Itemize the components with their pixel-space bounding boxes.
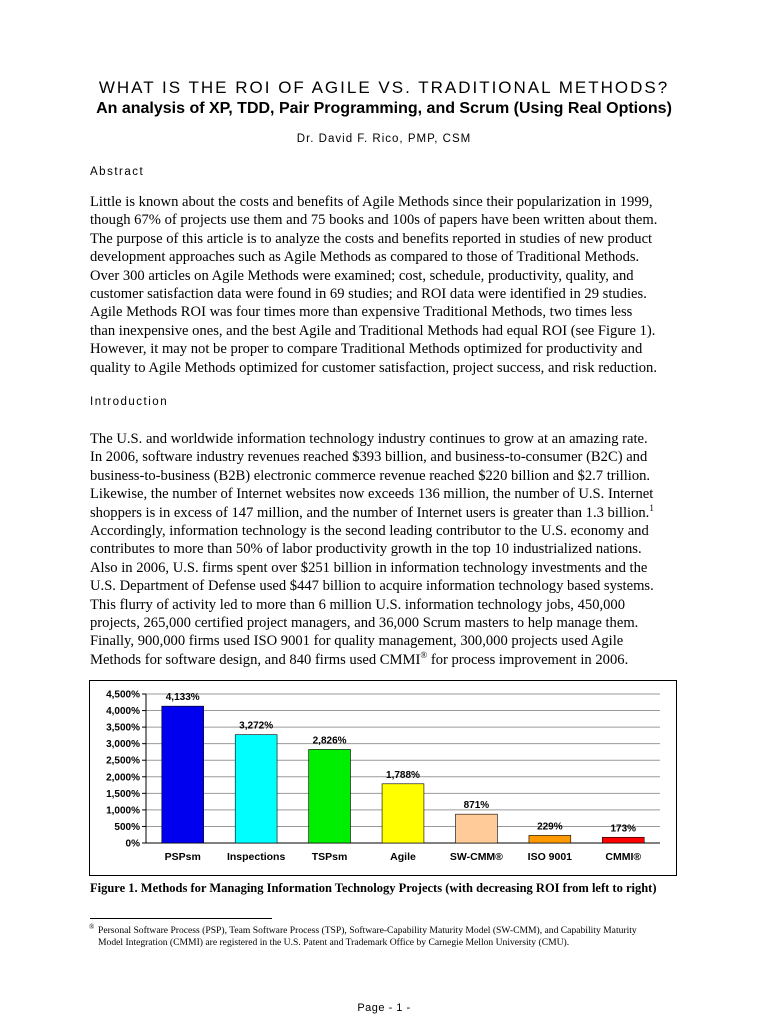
abstract-line: Agile Methods ROI was four times more than expensive Traditional Methods, two times less	[90, 304, 633, 321]
abstract-line: though 67% of projects use them and 75 books and 100s of papers have been written about them.	[90, 212, 658, 229]
footnote-line: Model Integration (CMMI) are registered in the U.S. Patent and Trademark Office by Carnegie Mellon University (CMU).	[98, 936, 570, 948]
data-label: 4,133%	[165, 692, 200, 704]
data-label: 2,826%	[312, 735, 347, 747]
x-tick-label: Agile	[390, 851, 416, 863]
abstract-paragraph	[90, 193, 690, 377]
footnote	[90, 925, 690, 948]
bar	[456, 814, 498, 843]
intro-line: Likewise, the number of Internet websites now exceeds 136 million, the number of U.S. Internet	[90, 486, 654, 503]
paper-title: WHAT IS THE ROI OF AGILE VS. TRADITIONAL METHODS?	[98, 78, 670, 97]
intro-line: Also in 2006, U.S. firms spent over $251 billion in information technology investments and the	[90, 559, 648, 576]
y-tick-label: 3,500%	[106, 722, 140, 734]
bar	[602, 837, 644, 843]
y-tick-label: 3,000%	[106, 739, 140, 751]
intro-line: business-to-business (B2B) electronic commerce revenue reached $220 billion and $2.7 trillion.	[90, 467, 651, 484]
introduction-heading: Introduction	[90, 396, 169, 408]
intro-line: Accordingly, information technology is the second leading contributor to the U.S. economy and	[90, 523, 649, 540]
x-tick-label: ISO 9001	[527, 851, 573, 863]
x-tick-label: TSPsm	[311, 851, 348, 863]
abstract-line: quality to Agile Methods optimized for customer satisfaction, project success, and risk reduction.	[90, 359, 657, 376]
author-line: Dr. David F. Rico, PMP, CSM	[296, 133, 472, 145]
data-label: 173%	[610, 823, 637, 835]
bar	[162, 706, 204, 843]
footnote-ref: 1	[649, 502, 654, 513]
x-tick-label: SW-CMM®	[449, 851, 503, 863]
chart-plot	[90, 681, 676, 875]
intro-line	[90, 504, 690, 522]
page-number: Page - 1 -	[357, 1002, 411, 1014]
x-tick-label: CMMI®	[605, 851, 642, 863]
y-tick-label: 0%	[125, 838, 140, 850]
roi-bar-chart	[89, 680, 677, 876]
registered-mark: ®	[420, 650, 428, 661]
y-tick-label: 1,000%	[106, 805, 140, 817]
abstract-heading: Abstract	[90, 166, 145, 178]
intro-line-text: Methods for software design, and 840 firms used CMMI	[90, 651, 421, 668]
abstract-line: Over 300 articles on Agile Methods were examined; cost, schedule, productivity, quality, and	[90, 267, 634, 284]
x-tick-label: Inspections	[226, 851, 286, 863]
intro-line	[90, 651, 690, 669]
paper-subtitle: An analysis of XP, TDD, Pair Programming, and Scrum (Using Real Options)	[96, 100, 672, 117]
intro-line: Finally, 900,000 firms used ISO 9001 for quality management, 300,000 projects used Agile	[90, 633, 624, 650]
y-tick-label: 4,500%	[106, 689, 140, 701]
x-tick-label: PSPsm	[164, 851, 201, 863]
data-label: 1,788%	[386, 769, 420, 781]
intro-line: U.S. Department of Defense used $447 billion to acquire information technology based systems.	[90, 578, 654, 595]
intro-line: contributes to more than 50% of labor productivity growth in the top 10 industrialized nations.	[90, 541, 642, 558]
y-tick-label: 4,000%	[106, 706, 140, 718]
abstract-line: The purpose of this article is to analyze the costs and benefits reported in studies of new product	[90, 230, 653, 247]
abstract-line: customer satisfaction data were found in 69 studies; and ROI data were identified in 29 studies.	[90, 286, 647, 303]
intro-line: This flurry of activity led to more than 6 million U.S. information technology jobs, 450,000	[90, 596, 626, 613]
abstract-line: than inexpensive ones, and the best Agile and Traditional Methods had equal ROI (see Figure 1).	[90, 322, 656, 339]
intro-line-text: shoppers is in excess of 147 million, and the number of Internet users is greater than 1.3 billion.	[90, 504, 650, 521]
y-tick-label: 2,500%	[106, 755, 140, 767]
data-label: 871%	[463, 800, 490, 812]
bar	[309, 749, 351, 843]
figure-caption: Figure 1. Methods for Managing Information Technology Projects (with decreasing ROI from left to right)	[90, 881, 657, 895]
y-tick-label: 2,000%	[106, 772, 140, 784]
y-tick-label: 500%	[114, 821, 140, 833]
bar	[382, 784, 424, 843]
intro-line-text: for process improvement in 2006.	[427, 651, 629, 668]
bar	[235, 735, 277, 843]
introduction-paragraph	[90, 430, 690, 669]
bar	[529, 835, 571, 843]
abstract-line: development approaches such as Agile Methods as compared to those of Traditional Methods.	[90, 249, 640, 266]
abstract-line: However, it may not be proper to compare Traditional Methods optimized for productivity and	[90, 341, 643, 358]
intro-line: In 2006, software industry revenues reached $393 billion, and business-to-consumer (B2C) and	[90, 449, 648, 466]
intro-line: projects, 265,000 certified project managers, and 36,000 Scrum masters to help manage them.	[90, 615, 639, 632]
data-label: 3,272%	[239, 720, 274, 732]
abstract-line: Little is known about the costs and benefits of Agile Methods since their popularization in 1999,	[90, 194, 653, 210]
data-label: 229%	[537, 821, 563, 833]
footnote-mark: ®	[89, 923, 95, 931]
y-tick-label: 1,500%	[106, 788, 140, 800]
intro-line: The U.S. and worldwide information technology industry continues to grow at an amazing rate.	[90, 431, 648, 447]
footnote-rule	[90, 918, 272, 919]
footnote-line: Personal Software Process (PSP), Team Software Process (TSP), Software-Capability Maturity Model (SW-CMM), and Capability Maturity	[98, 925, 637, 936]
